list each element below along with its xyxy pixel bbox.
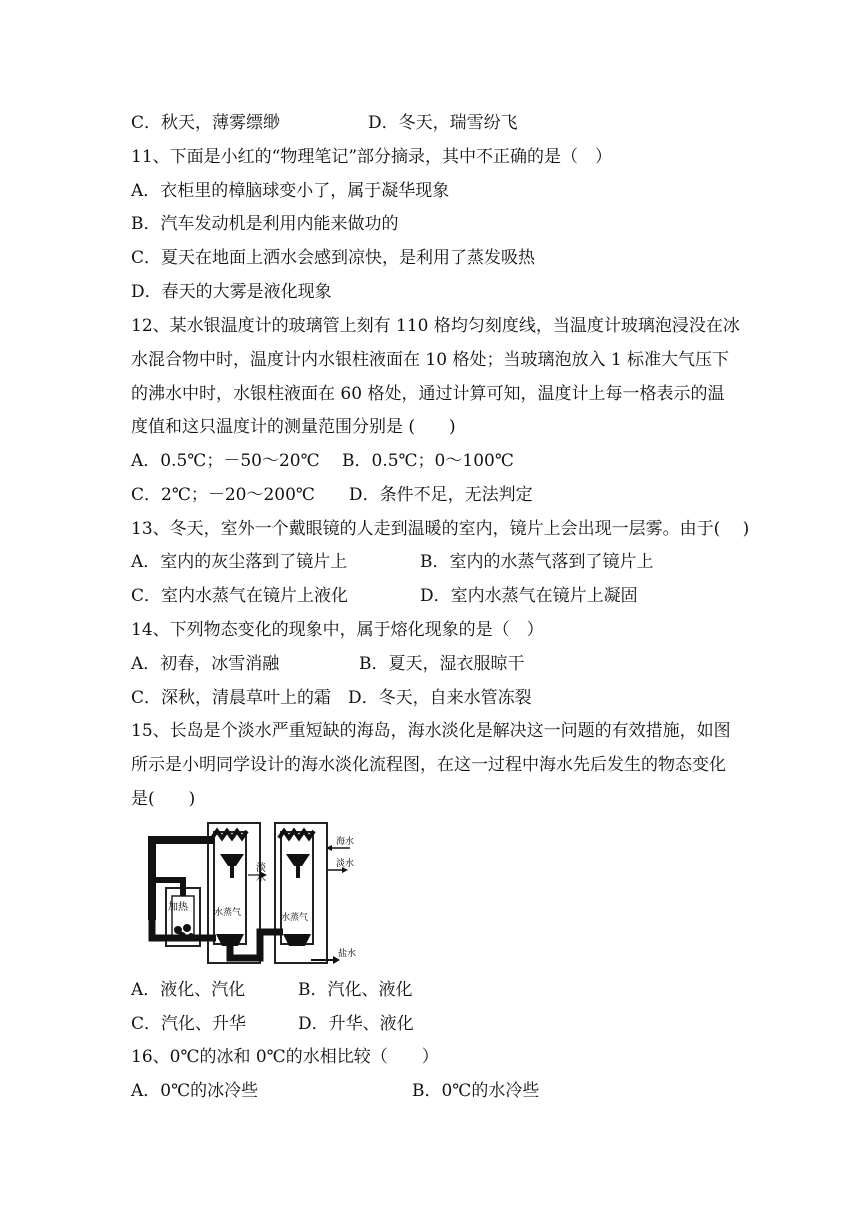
q15-option-c: C．汽化、升华: [131, 1014, 247, 1034]
q13-option-c: C．室内水蒸气在镜片上液化: [131, 586, 349, 606]
q15-option-d: D．升华、液化: [298, 1014, 414, 1034]
label-fresh-vertical: 淡水: [253, 862, 265, 882]
q15-option-a: A．液化、汽化: [131, 980, 246, 1000]
question-16: 16、0℃的冰和 0℃的水相比较（ ）: [131, 1047, 439, 1067]
question-12-line-1: 12、某水银温度计的玻璃管上刻有 110 格均匀刻度线，当温度计玻璃泡浸没在冰: [131, 316, 740, 336]
options-row-q10-cd: [131, 112, 731, 134]
question-11: 11、下面是小红的“物理笔记”部分摘录，其中不正确的是（ ）: [131, 147, 613, 167]
question-12-line-3: 的沸水中时，水银柱液面在 60 格处，通过计算可知，温度计上每一格表示的温: [131, 384, 725, 404]
label-salt-water: 盐水: [338, 949, 357, 959]
q13-options-cd: [131, 585, 731, 607]
q12-options-ab: A．0.5℃；－50～20℃ B．0.5℃；0～100℃: [131, 451, 514, 471]
label-vapor-right: 水蒸气: [281, 913, 309, 923]
q13-option-d: D．室内水蒸气在镜片上凝固: [420, 586, 638, 606]
column-right-inner: [281, 832, 313, 944]
question-15-line-2: 所示是小明同学设计的海水淡化流程图，在这一过程中海水先后发生的物态变化: [131, 755, 726, 775]
label-vapor-left: 水蒸气: [214, 908, 242, 918]
q16-option-b: B．0℃的水冷些: [412, 1081, 540, 1101]
q11-option-c: C．夏天在地面上洒水会感到凉快，是利用了蒸发吸热: [131, 248, 536, 268]
option-c: C．秋天，薄雾缥缈: [131, 113, 281, 133]
column-left-inner: [214, 832, 246, 944]
q11-option-b: B．汽车发动机是利用内能来做功的: [131, 214, 399, 234]
label-sea-water: 海水: [336, 837, 355, 847]
q13-options-ab: [131, 551, 731, 573]
q12-options-cd: C．2℃；－20～200℃ D．条件不足，无法判定: [131, 485, 533, 505]
q13-option-b: B．室内的水蒸气落到了镜片上: [420, 552, 654, 572]
q13-option-a: A．室内的灰尘落到了镜片上: [131, 552, 348, 572]
q14-option-a: A．初春，冰雪消融: [131, 654, 280, 674]
funnel-right-tube: [296, 866, 300, 878]
q15-options-cd: [131, 1013, 731, 1035]
q11-option-d: D．春天的大雾是液化现象: [131, 282, 332, 302]
q16-option-a: A．0℃的冰冷些: [131, 1081, 259, 1101]
question-13: 13、冬天，室外一个戴眼镜的人走到温暖的室内，镜片上会出现一层雾。由于( ): [131, 519, 750, 539]
q11-option-a: A．衣柜里的樟脑球变小了，属于凝华现象: [131, 181, 450, 201]
label-heat: 加热: [168, 902, 188, 913]
q15-options-ab: [131, 979, 731, 1001]
q14-option-b: B．夏天，湿衣服晾干: [359, 654, 525, 674]
burner-dot: [183, 924, 191, 932]
question-15-line-1: 15、长岛是个淡水严重短缺的海岛，海水淡化是解决这一问题的有效措施，如图: [131, 721, 731, 741]
option-d: D．冬天，瑞雪纷飞: [368, 113, 518, 133]
funnel-left-tube: [230, 866, 234, 878]
question-12-line-4: 度值和这只温度计的测量范围分别是 ( ): [131, 417, 456, 437]
q16-options-ab: [131, 1080, 731, 1102]
question-15-line-3: 是( ): [131, 789, 196, 809]
question-14: 14、下列物态变化的现象中，属于熔化现象的是（ ）: [131, 620, 544, 640]
q14-options-cd: C．深秋，清晨草叶上的霜 D．冬天，自来水管冻裂: [131, 688, 532, 708]
q14-options-ab: [131, 653, 731, 675]
question-12-line-2: 水混合物中时，温度计内水银柱液面在 10 格处；当玻璃泡放入 1 标准大气压下: [131, 350, 730, 370]
label-fresh-water: 淡水: [336, 859, 355, 869]
q15-option-b: B．汽化、液化: [298, 980, 413, 1000]
desalination-diagram: [140, 820, 365, 970]
